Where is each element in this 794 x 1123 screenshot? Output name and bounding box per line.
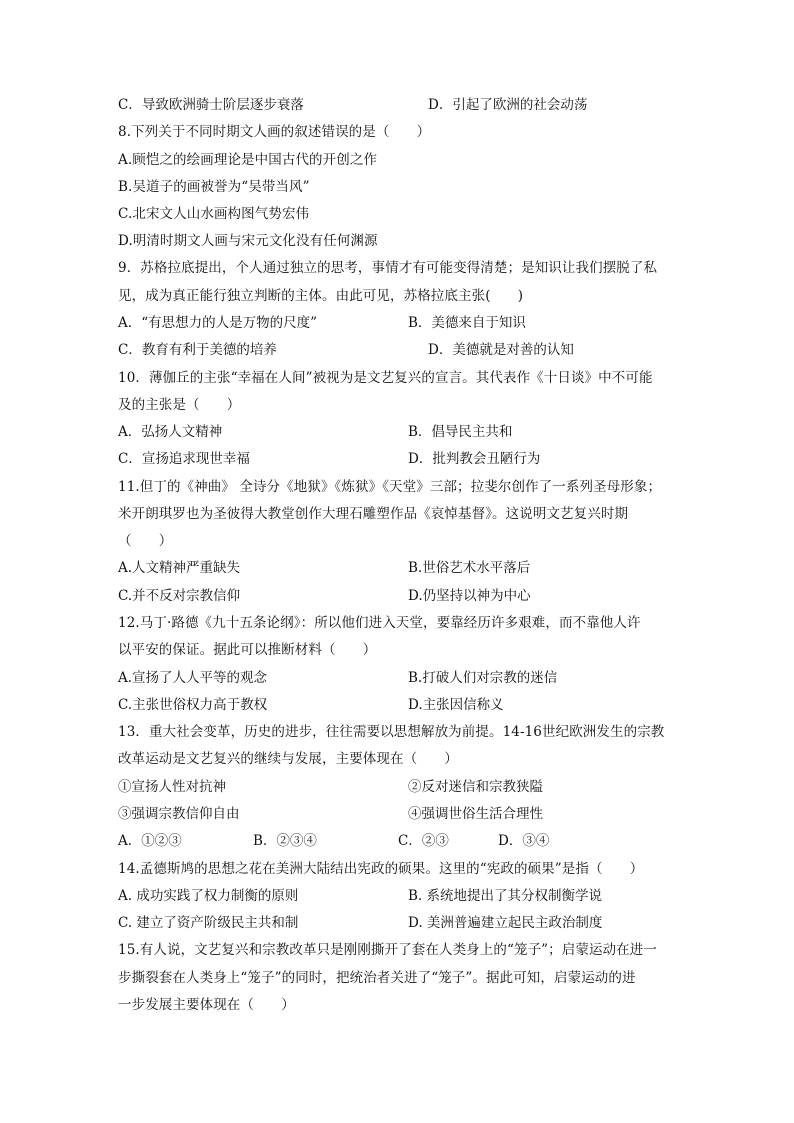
q14-option-c: C. 建立了资产阶级民主共和制 bbox=[118, 915, 299, 931]
q10-option-c: C．宣扬追求现世幸福 bbox=[118, 451, 250, 467]
q11-option-a: A.人文精神严重缺失 bbox=[118, 560, 241, 576]
q7-option-c: C．导致欧洲骑士阶层逐步衰落 bbox=[118, 97, 304, 113]
q13-stem-line1: 13．重大社会变革，历史的进步，往往需要以思想解放为前提。14-16世纪欧洲发生的宗教 bbox=[118, 724, 665, 740]
q11-options-ab bbox=[118, 559, 678, 577]
q13-stem-line2: 改革运动是文艺复兴的继续与发展，主要体现在（ ） bbox=[118, 751, 458, 767]
q12-stem-line1: 12.马丁·路德《九十五条论纲》：所以他们进入天堂，要靠经历许多艰难，而不靠他人许 bbox=[118, 615, 641, 631]
q12-option-a: A.宣扬了人人平等的观念 bbox=[118, 670, 268, 686]
q9-option-d: D．美德就是对善的认知 bbox=[428, 342, 574, 358]
q12-option-d: D.主张因信称义 bbox=[408, 697, 504, 713]
q12-option-c: C.主张世俗权力高于教权 bbox=[118, 697, 268, 713]
q12-options-ab bbox=[118, 669, 678, 687]
q9-options-cd bbox=[118, 341, 678, 359]
q9-option-b: B．美德来自于知识 bbox=[408, 315, 526, 331]
q15-stem-line1: 15.有人说，文艺复兴和宗教改革只是刚刚撕开了套在人类身上的“笼子”；启蒙运动在进一 bbox=[118, 942, 657, 958]
q14-stem: 14.孟德斯鸠的思想之花在美洲大陆结出宪政的硕果。这里的“宪政的硕果”是指（ ） bbox=[118, 861, 644, 877]
q11-options-cd bbox=[118, 587, 678, 605]
q13-option-d: D．③④ bbox=[498, 833, 550, 849]
q13-statements-34 bbox=[118, 805, 678, 823]
q9-stem-line2: 见，成为真正能行独立判断的主体。由此可见，苏格拉底主张( ) bbox=[118, 288, 524, 304]
q13-statements-12 bbox=[118, 778, 678, 796]
q12-stem-line2: 以平安的保证。据此可以推断材料（ ） bbox=[118, 642, 377, 658]
q8-option-b: B.吴道子的画被誉为“吴带当风” bbox=[118, 179, 310, 195]
q8-option-a: A.顾恺之的绘画理论是中国古代的开创之作 bbox=[118, 152, 378, 168]
q13-option-c: C．②③ bbox=[398, 833, 449, 849]
q9-stem-line1: 9．苏格拉底提出，个人通过独立的思考，事情才有可能变得清楚；是知识让我们摆脱了私 bbox=[118, 260, 658, 276]
q13-statement-3: ③强调宗教信仰自由 bbox=[118, 806, 240, 822]
q14-option-b: B. 系统地提出了其分权制衡学说 bbox=[408, 888, 603, 904]
q9-options-ab bbox=[118, 314, 678, 332]
q12-option-b: B.打破人们对宗教的迷信 bbox=[408, 670, 558, 686]
q14-option-a: A. 成功实践了权力制衡的原则 bbox=[118, 888, 299, 904]
q10-option-b: B．倡导民主共和 bbox=[408, 424, 513, 440]
q11-option-d: D.仍坚持以神为中心 bbox=[408, 588, 531, 604]
q10-stem-line1: 10．薄伽丘的主张“幸福在人间”被视为是文艺复兴的宣言。其代表作《十日谈》中不可能 bbox=[118, 370, 653, 386]
q13-statement-4: ④强调世俗生活合理性 bbox=[408, 806, 543, 822]
q13-statement-1: ①宣扬人性对抗神 bbox=[118, 779, 226, 795]
q14-options-cd bbox=[118, 914, 678, 932]
q13-option-b: B．②③④ bbox=[253, 833, 317, 849]
q11-stem-line3: （ ） bbox=[118, 533, 173, 549]
q13-options bbox=[118, 832, 678, 850]
q10-option-d: D．批判教会丑陋行为 bbox=[408, 451, 541, 467]
q15-stem-line3: 一步发展主要体现在（ ） bbox=[118, 997, 295, 1013]
q10-options-cd bbox=[118, 450, 678, 468]
q10-options-ab bbox=[118, 423, 678, 441]
q10-stem-line2: 及的主张是（ ） bbox=[118, 397, 241, 413]
q10-option-a: A．弘扬人文精神 bbox=[118, 424, 223, 440]
q7-option-d: D．引起了欧洲的社会动荡 bbox=[428, 97, 588, 113]
q8-option-c: C.北宋文人山水画构图气势宏伟 bbox=[118, 206, 310, 222]
q11-option-c: C.并不反对宗教信仰 bbox=[118, 588, 241, 604]
q7-options-cd bbox=[118, 96, 678, 114]
q13-option-a: A．①②③ bbox=[118, 833, 182, 849]
q13-statement-2: ②反对迷信和宗教狭隘 bbox=[408, 779, 543, 795]
q15-stem-line2: 步撕裂套在人类身上“笼子”的同时，把统治者关进了“笼子”。据此可知，启蒙运动的进 bbox=[118, 970, 636, 986]
q11-stem-line2: 米开朗琪罗也为圣彼得大教堂创作大理石雕塑作品《哀悼基督》。这说明文艺复兴时期 bbox=[118, 506, 629, 522]
q14-options-ab bbox=[118, 887, 678, 905]
q11-stem-line1: 11.但丁的《神曲》 全诗分《地狱》《炼狱》《天堂》三部；拉斐尔创作了一系列圣母形象； bbox=[118, 479, 662, 495]
q9-option-c: C．教育有利于美德的培养 bbox=[118, 342, 277, 358]
q14-option-d: D. 美洲普遍建立起民主政治制度 bbox=[408, 915, 603, 931]
q8-stem: 8.下列关于不同时期文人画的叙述错误的是（ ） bbox=[118, 124, 431, 140]
q11-option-b: B.世俗艺术水平落后 bbox=[408, 560, 531, 576]
q12-options-cd bbox=[118, 696, 678, 714]
q8-option-d: D.明清时期文人画与宋元文化没有任何渊源 bbox=[118, 233, 378, 249]
q9-option-a: A．“有思想力的人是万物的尺度” bbox=[118, 315, 318, 331]
